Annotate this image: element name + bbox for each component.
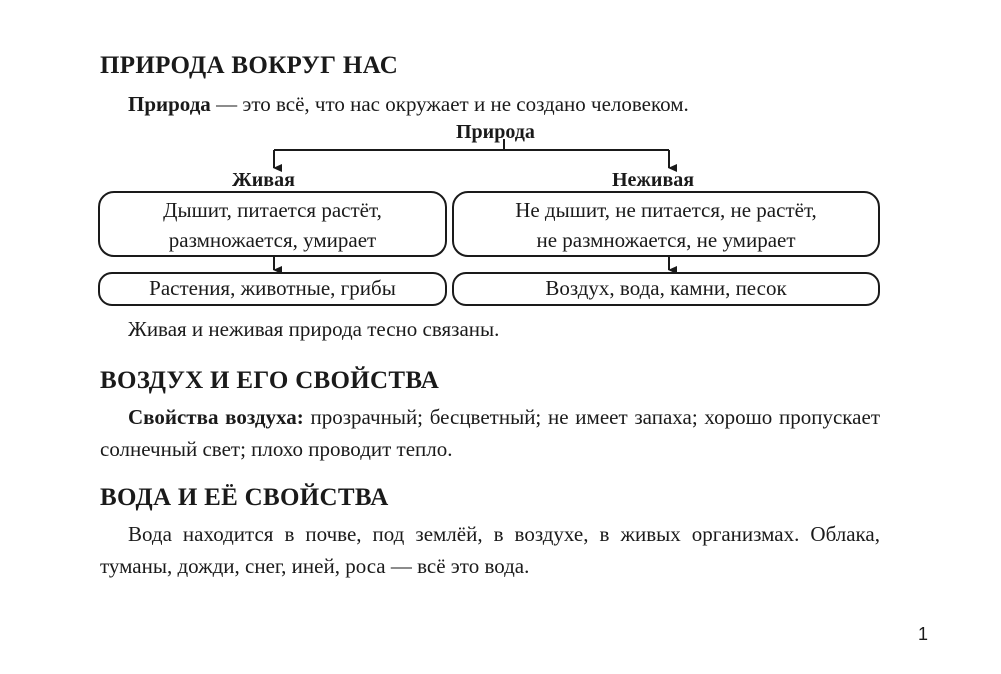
nonliving-properties-line: не размножается, не умирает <box>536 228 796 252</box>
air-properties <box>100 401 880 465</box>
nature-conclusion: Живая и неживая природа тесно связаны. <box>128 317 500 341</box>
living-properties-line: размножается, умирает <box>168 228 377 252</box>
air-properties-text: прозрачный; бесцветный; не имеет запаха; хорошо пропускает солнечный свет; плохо проводит тепло. <box>100 405 880 461</box>
diagram-root-label: Природа <box>456 121 535 143</box>
nonliving-properties-line: Не дышит, не питается, не растёт, <box>515 198 817 222</box>
living-properties-box <box>98 191 447 257</box>
living-examples-box: Растения, животные, грибы <box>98 272 447 306</box>
section-heading-air: ВОЗДУХ И ЕГО СВОЙСТВА <box>100 367 440 394</box>
living-label: Живая <box>232 169 295 191</box>
section-heading-water: ВОДА И ЕЁ СВОЙСТВА <box>100 484 389 511</box>
nonliving-properties-box <box>452 191 880 257</box>
section-heading-nature: ПРИРОДА ВОКРУГ НАС <box>100 52 399 79</box>
air-properties-term: Свойства воздуха: <box>128 405 304 429</box>
water-paragraph: Вода находится в почве, под землёй, в воздухе, в живых организмах. Облака, туманы, дожди, снег, иней, роса — всё это вода. <box>100 522 880 578</box>
page-number: 1 <box>918 624 929 644</box>
nonliving-label: Неживая <box>612 169 695 191</box>
definition-term: Природа <box>128 92 211 116</box>
living-properties-line: Дышит, питается растёт, <box>163 198 382 222</box>
definition-text: — это всё, что нас окружает и не создано человеком. <box>210 92 689 116</box>
nonliving-examples-box: Воздух, вода, камни, песок <box>452 272 880 306</box>
